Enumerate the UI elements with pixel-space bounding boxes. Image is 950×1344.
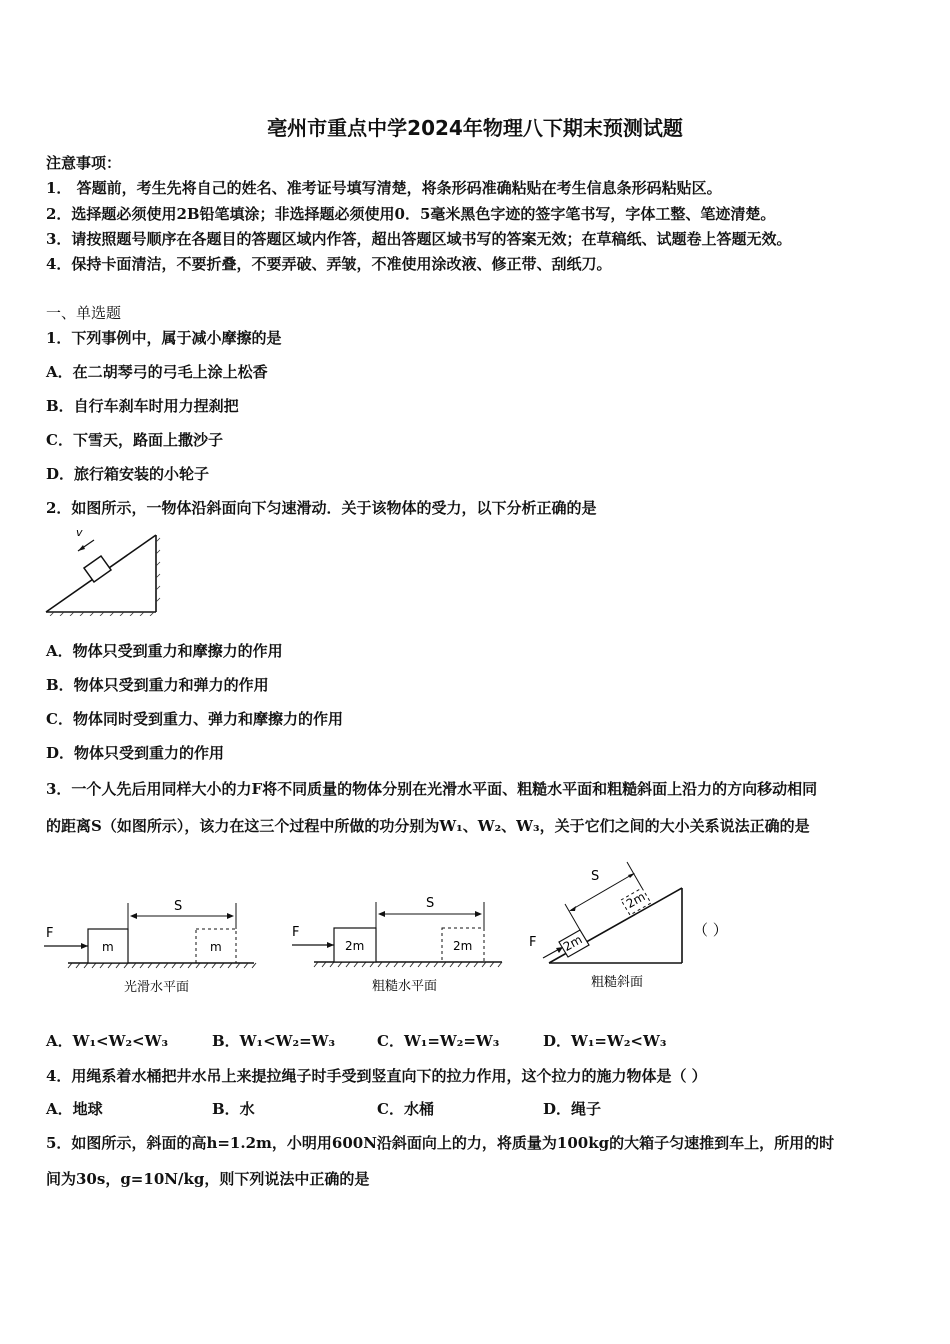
answer-blank: （ ） — [693, 921, 728, 939]
notice-heading: 注意事项： — [46, 154, 122, 172]
notice-item: 1． 答题前，考生先将自己的姓名、准考证号填写清楚，将条形码准确粘贴在考生信息条形码粘贴区。 — [46, 179, 722, 197]
question-3-option-c: C．W₁=W₂=W₃ — [377, 1032, 500, 1050]
mass-label: 2m — [453, 939, 473, 953]
question-3-option-b: B．W₁<W₂=W₃ — [212, 1032, 336, 1050]
section-heading: 一、单选题 — [46, 304, 122, 322]
page-title: 亳州市重点中学2024年物理八下期末预测试题 — [267, 116, 683, 140]
distance-label: S — [174, 899, 183, 914]
question-3-stem-line2: 的距离S（如图所示），该力在这三个过程中所做的功分别为W₁、W₂、W₃，关于它们之间的大小关系说法正确的是 — [46, 817, 810, 835]
question-4-stem: 4．用绳系着水桶把井水吊上来提拉绳子时手受到竖直向下的拉力作用，这个拉力的施力物体是（ ） — [46, 1067, 707, 1085]
mass-label: 2m — [623, 889, 648, 911]
question-3-stem-line1: 3．一个人先后用同样大小的力F将不同质量的物体分别在光滑水平面、粗糙水平面和粗糙斜面上沿力的方向移动相同 — [46, 780, 818, 798]
force-label: F — [46, 926, 54, 941]
mass-label: 2m — [345, 939, 365, 953]
question-1-option-d: D．旅行箱安装的小轮子 — [46, 465, 210, 483]
figure-smooth-surface — [44, 895, 264, 1000]
question-4-option-d: D．绳子 — [543, 1100, 602, 1118]
surface-label: 粗糙斜面 — [591, 975, 644, 990]
question-2-option-b: B．物体只受到重力和弹力的作用 — [46, 676, 269, 694]
question-2-stem: 2．如图所示，一物体沿斜面向下匀速滑动．关于该物体的受力，以下分析正确的是 — [46, 499, 597, 517]
distance-label: S — [426, 896, 435, 911]
figure-rough-incline — [525, 848, 765, 996]
question-1-option-a: A．在二胡琴弓的弓毛上涂上松香 — [46, 363, 268, 381]
velocity-label: v — [76, 526, 83, 539]
question-1-option-c: C．下雪天，路面上撒沙子 — [46, 431, 223, 449]
surface-label: 粗糙水平面 — [372, 979, 438, 994]
question-3-option-a: A．W₁<W₂<W₃ — [46, 1032, 169, 1050]
mass-label: m — [102, 940, 114, 954]
mass-label: 2m — [560, 932, 585, 954]
question-2-option-d: D．物体只受到重力的作用 — [46, 744, 225, 762]
distance-label: S — [591, 869, 600, 884]
question-5-stem-line2: 间为30s，g=10N/kg，则下列说法中正确的是 — [46, 1170, 370, 1188]
notice-item: 4．保持卡面清洁，不要折叠，不要弄破、弄皱，不准使用涂改液、修正带、刮纸刀。 — [46, 255, 612, 273]
figure-rough-surface — [290, 892, 510, 997]
force-label: F — [292, 925, 300, 940]
notice-item: 2．选择题必须使用2B铅笔填涂；非选择题必须使用0．5毫米黑色字迹的签字笔书写，字体工整、笔迹清楚。 — [46, 205, 776, 223]
question-2-option-a: A．物体只受到重力和摩擦力的作用 — [46, 642, 283, 660]
question-3-option-d: D．W₁=W₂<W₃ — [543, 1032, 667, 1050]
notice-item: 3．请按照题号顺序在各题目的答题区域内作答，超出答题区域书写的答案无效；在草稿纸、试题卷上答题无效。 — [46, 230, 792, 248]
mass-label: m — [210, 940, 222, 954]
force-label: F — [529, 935, 537, 950]
question-4-option-a: A．地球 — [46, 1100, 103, 1118]
question-5-stem-line1: 5．如图所示，斜面的高h=1.2m，小明用600N沿斜面向上的力，将质量为100kg的大箱子匀速推到车上，所用的时 — [46, 1134, 835, 1152]
surface-label: 光滑水平面 — [124, 980, 190, 995]
question-2-option-c: C．物体同时受到重力、弹力和摩擦力的作用 — [46, 710, 343, 728]
question-1-option-b: B．自行车刹车时用力捏刹把 — [46, 397, 239, 415]
question-1-stem: 1．下列事例中，属于减小摩擦的是 — [46, 329, 282, 347]
question-4-option-c: C．水桶 — [377, 1100, 434, 1118]
question-4-option-b: B．水 — [212, 1100, 255, 1118]
incline-figure — [44, 522, 164, 616]
